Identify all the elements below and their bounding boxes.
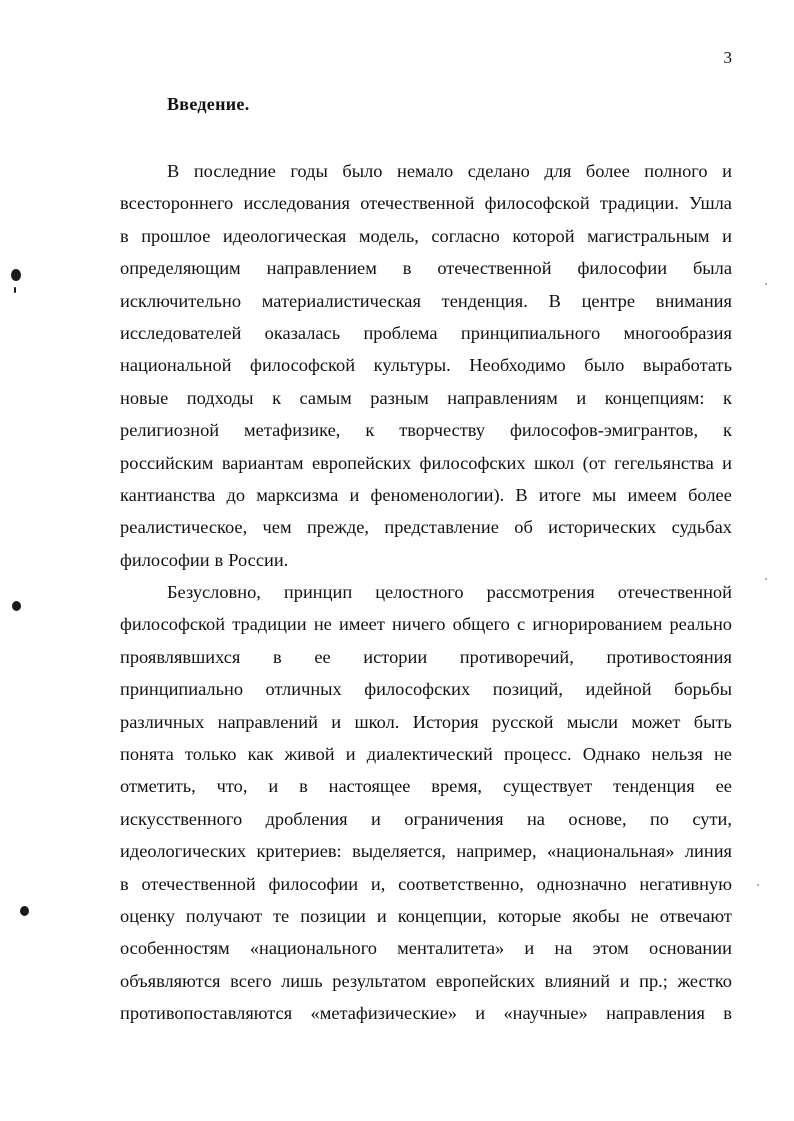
text-line: национальной философской культуры. Необходимо было выработать xyxy=(120,355,732,376)
binding-hole xyxy=(11,269,21,281)
scan-speck xyxy=(757,884,759,886)
binding-mark xyxy=(14,287,16,293)
text-line: В последние годы было немало сделано для более полного и xyxy=(167,161,732,181)
page-number: 3 xyxy=(723,48,732,67)
text-line: исследователей оказалась проблема принципиального многообразия xyxy=(120,322,732,343)
text-line: философии в России. xyxy=(120,549,289,570)
text-line: объявляются всего лишь результатом европейских влияний и пр.; жестко xyxy=(120,970,732,991)
text-line: отметить, что, и в настоящее время, существует тенденция ее xyxy=(120,776,732,797)
text-line: новые подходы к самым разным направлениям и концепциям: к xyxy=(120,387,732,408)
text-line: Безусловно, принцип целостного рассмотрения отечественной xyxy=(167,582,732,603)
scan-speck xyxy=(765,578,767,580)
text-line: в прошлое идеологическая модель, согласно которой магистральным и xyxy=(120,225,732,246)
text-line: особенностям «национального менталитета» и на этом основании xyxy=(120,938,732,959)
body-text xyxy=(120,155,732,1030)
text-line: кантианства до марксизма и феноменологии). В итоге мы имеем более xyxy=(120,484,732,505)
text-line: реалистическое, чем прежде, представление об исторических судьбах xyxy=(120,517,732,538)
text-line: противопоставляются «метафизические» и «научные» направления в xyxy=(120,1003,732,1024)
section-heading: Введение. xyxy=(167,94,250,114)
text-line: в отечественной философии и, соответственно, однозначно негативную xyxy=(120,873,732,894)
text-line: всестороннего исследования отечественной философской традиции. Ушла xyxy=(120,193,732,214)
binding-hole xyxy=(20,906,29,916)
paragraph xyxy=(120,155,732,576)
paragraph xyxy=(120,576,732,1029)
text-line: философской традиции не имеет ничего общего с игнорированием реально xyxy=(120,614,732,635)
text-line: оценку получают те позиции и концепции, которые якобы не отвечают xyxy=(120,905,732,926)
text-line: проявлявшихся в ее истории противоречий, противостояния xyxy=(120,646,732,667)
text-line: искусственного дробления и ограничения на основе, по сути, xyxy=(120,808,732,829)
text-line: принципиально отличных философских позиций, идейной борьбы xyxy=(120,679,732,700)
scan-speck xyxy=(765,283,767,285)
text-line: исключительно материалистическая тенденция. В центре внимания xyxy=(120,290,732,311)
binding-hole xyxy=(12,601,21,611)
text-line: различных направлений и школ. История русской мысли может быть xyxy=(120,711,732,732)
text-line: понята только как живой и диалектический процесс. Однако нельзя не xyxy=(120,744,732,765)
text-line: идеологических критериев: выделяется, например, «национальная» линия xyxy=(120,841,732,862)
text-line: определяющим направлением в отечественной философии была xyxy=(120,258,732,279)
text-line: религиозной метафизике, к творчеству философов-эмигрантов, к xyxy=(120,420,732,441)
text-line: российским вариантам европейских философских школ (от гегельянства и xyxy=(120,452,732,473)
